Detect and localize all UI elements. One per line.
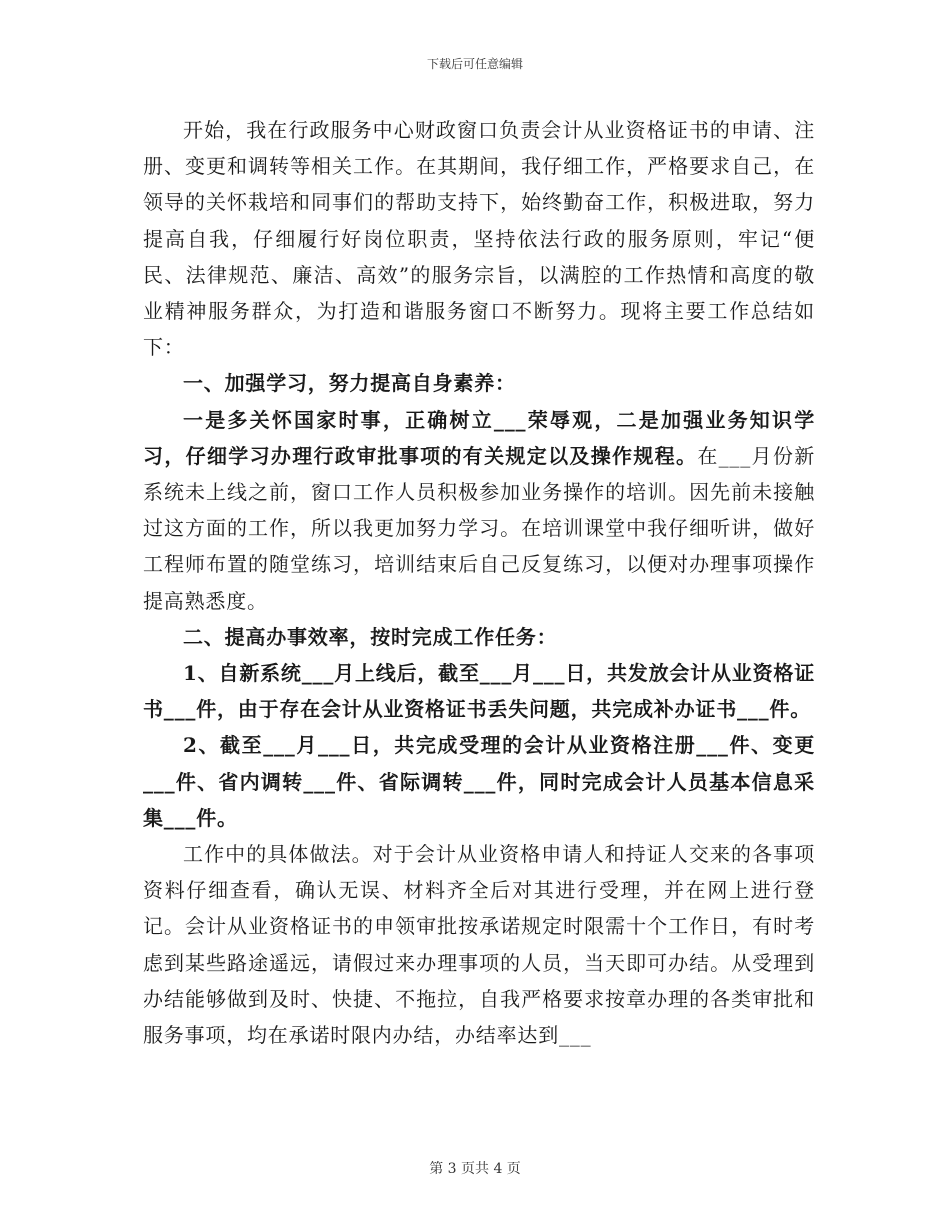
paragraph-practice: 工作中的具体做法。对于会计从业资格申请人和持证人交来的各事项资料仔细查看，确认无误、材料齐全后对其进行受理，并在网上进行登记。会计从业资格证书的申领审批按承诺规定时限需十个工作日，有时考虑到某些路途遥远，请假过来办理事项的人员，当天即可办结。从受理到办结能够做到及时、快捷、不拖拉，自我严格要求按章办理的各类审批和服务事项，均在承诺时限内办结，办结率达到___ xyxy=(143,842,815,1048)
paragraph-study xyxy=(143,402,815,619)
page-header: 下载后可任意编辑 xyxy=(426,57,523,71)
section-heading-2: 二、提高办事效率，按时完成工作任务： xyxy=(183,624,558,649)
paragraph-study-bold: 一是多关怀国家时事，正确树立___荣辱观，二是加强业务知识学习，仔细学习办理行政审批事项的有关规定以及操作规程。 xyxy=(143,407,815,468)
paragraph-intro: 开始，我在行政服务中心财政窗口负责会计从业资格证书的申请、注册、变更和调转等相关工作。在其期间，我仔细工作，严格要求自己，在领导的关怀栽培和同事们的帮助支持下，始终勤奋工作，积极进取，努力提高自我，仔细履行好岗位职责，坚持依法行政的服务原则，牢记“便民、法律规范、廉洁、高效”的服务宗旨，以满腔的工作热情和高度的敬业精神服务群众，为打造和谐服务窗口不断努力。现将主要工作总结如下： xyxy=(143,118,815,360)
paragraph-study-tail: 在___月份新系统未上线之前，窗口工作人员积极参加业务操作的培训。因先前未接触过这方面的工作，所以我更加努力学习。在培训课堂中我仔细听讲，做好工程师布置的随堂练习，培训结束后自己反复练习，以便对办理事项操作提高熟悉度。 xyxy=(143,443,815,613)
page-footer: 第 3 页共 4 页 xyxy=(429,1161,521,1177)
section-heading-1: 一、加强学习，努力提高自身素养： xyxy=(183,371,516,396)
document-body xyxy=(143,112,815,1053)
paragraph-item-2: 2、截至___月___日，共完成受理的会计从业资格注册___件、变更___件、省内调转___件、省际调转___件，同时完成会计人员基本信息采集___件。 xyxy=(143,733,815,830)
paragraph-item-1: 1、自新系统___月上线后，截至___月___日，共发放会计从业资格证书___件，由于存在会计从业资格证书丢失问题，共完成补办证书___件。 xyxy=(143,661,815,722)
